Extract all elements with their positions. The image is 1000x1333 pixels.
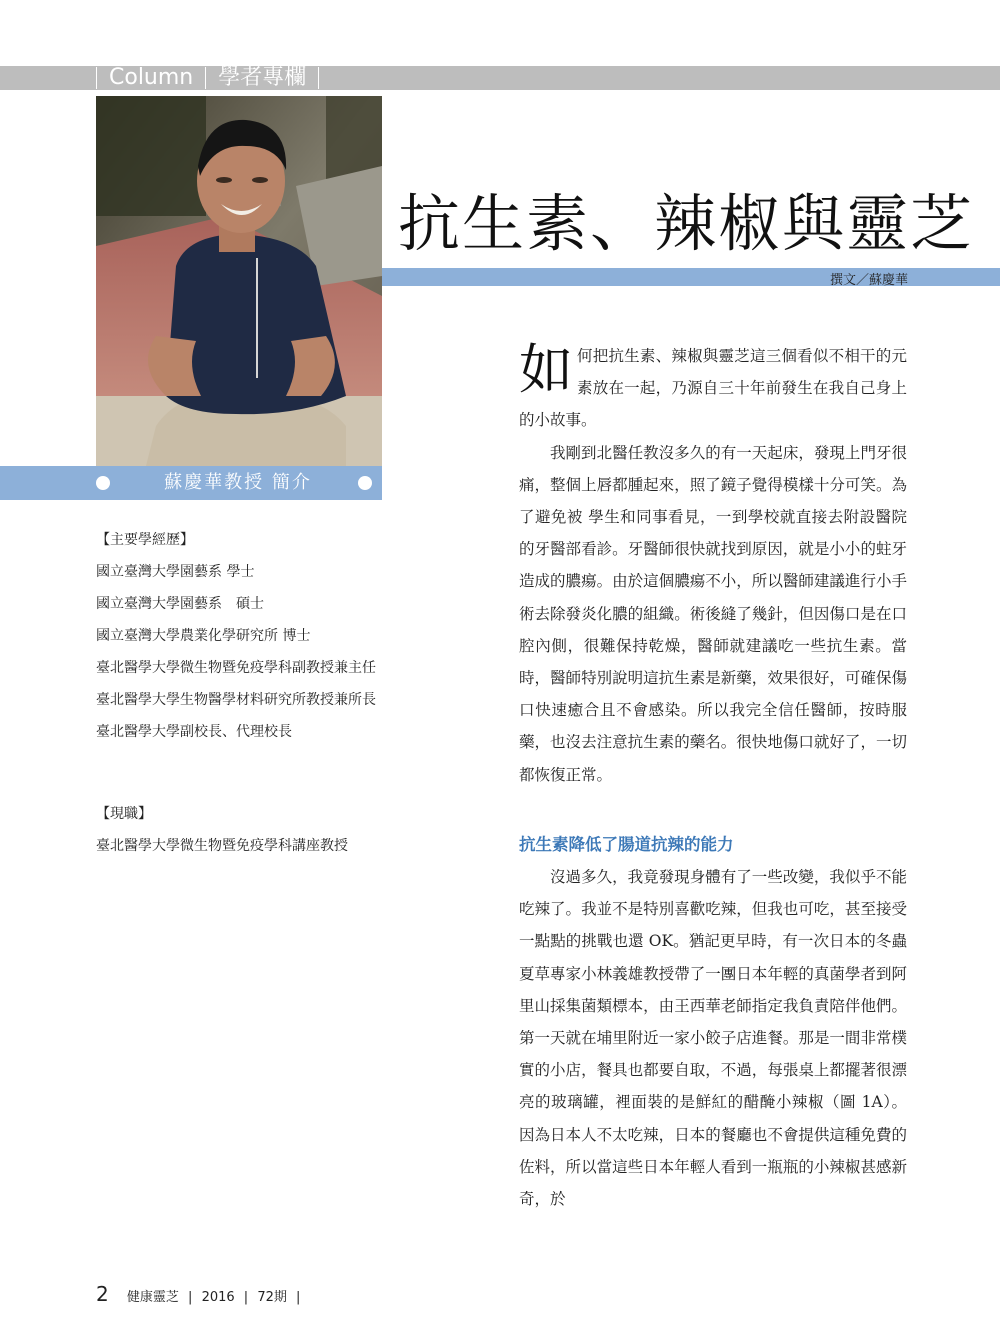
section-label xyxy=(96,64,331,92)
magazine-name: 健康靈芝 xyxy=(126,1290,179,1305)
paragraph xyxy=(519,340,907,437)
issue-number: 72期 xyxy=(257,1290,287,1305)
paragraph: 我剛到北醫任教沒多久的有一天起床，發現上門牙很痛，整個上唇都腫起來，照了鏡子覺得模樣十分可笑。為了避免被 學生和同事看見，一到學校就直接去附設醫院的牙醫部看診。牙醫師很快就找到原因，就是小小的蛀牙造成的膿瘍。由於這個膿瘍不小，所以醫師建議進行小手術去除發炎化膿的組織。術後縫了幾針，但因傷口是在口腔內側，很難保持乾燥，醫師就建議吃一些抗生素。當時，醫師特別說明這抗生素是新藥，效果很好，可確保傷口快速癒合且不會感染。所以我完全信任醫師，按時服藥，也沒去注意抗生素的藥名。很快地傷口就好了，一切都恢復正常。 xyxy=(519,443,907,784)
education-item: 臺北醫學大學微生物暨免疫學科副教授兼主任 xyxy=(96,660,376,676)
section-subhead: 抗生素降低了腸道抗辣的能力 xyxy=(519,834,734,854)
paragraph-text: 何把抗生素、辣椒與靈芝這三個看似不相干的元素放在一起，乃源自三十年前發生在我自己身上的小故事。 xyxy=(519,347,907,430)
article-body xyxy=(519,340,907,1215)
author-cv xyxy=(96,524,396,862)
divider xyxy=(318,67,319,89)
current-position: 臺北醫學大學微生物暨免疫學科講座教授 xyxy=(96,838,348,854)
article-title: 抗生素、辣椒與靈芝 xyxy=(398,187,975,260)
bullet-dot xyxy=(96,476,110,490)
education-heading: 【主要學經歷】 xyxy=(96,532,194,548)
education-item: 臺北醫學大學生物醫學材料研究所教授兼所長 xyxy=(96,692,376,708)
education-item: 國立臺灣大學農業化學研究所 博士 xyxy=(96,628,311,644)
education-item: 國立臺灣大學園藝系 碩士 xyxy=(96,596,264,612)
profile-band xyxy=(0,466,382,500)
divider xyxy=(96,67,97,89)
education-item: 國立臺灣大學園藝系 學士 xyxy=(96,564,255,580)
page-number: 2 xyxy=(96,1282,109,1306)
bullet-dot xyxy=(358,476,372,490)
divider xyxy=(205,67,206,89)
byline: 撰文／蘇慶華 xyxy=(829,273,908,288)
page-footer: 2 健康靈芝 | 2016 | 72期 | xyxy=(96,1282,301,1306)
column-label-zh: 學者專欄 xyxy=(218,65,307,90)
education-item: 臺北醫學大學副校長、代理校長 xyxy=(96,724,292,740)
current-heading: 【現職】 xyxy=(96,806,152,822)
author-photo xyxy=(96,96,382,466)
column-label-en: Column xyxy=(109,65,194,90)
issue-year: 2016 xyxy=(201,1290,235,1305)
profile-label: 蘇慶華教授 簡介 xyxy=(164,472,312,493)
drop-cap: 如 xyxy=(519,338,573,401)
paragraph: 沒過多久，我竟發現身體有了一些改變，我似乎不能吃辣了。我並不是特別喜歡吃辣，但我也可吃，甚至接受一點點的挑戰也還 OK。猶記更早時，有一次日本的冬蟲夏草專家小林義雄教授帶了一團日本年輕的真菌學者到阿里山採集菌類標本，由王西華老師指定我負責陪伴他們。第一天就在埔里附近一家小餃子店進餐。那是一間非常樸實的小店，餐具也都要自取，不過，每張桌上都擺著很漂亮的玻璃罐，裡面裝的是鮮紅的醋醃小辣椒（圖 1A）。因為日本人不太吃辣，日本的餐廳也不會提供這種免費的佐料，所以當這些日本年輕人看到一瓶瓶的小辣椒甚感新奇，於 xyxy=(519,868,907,1209)
